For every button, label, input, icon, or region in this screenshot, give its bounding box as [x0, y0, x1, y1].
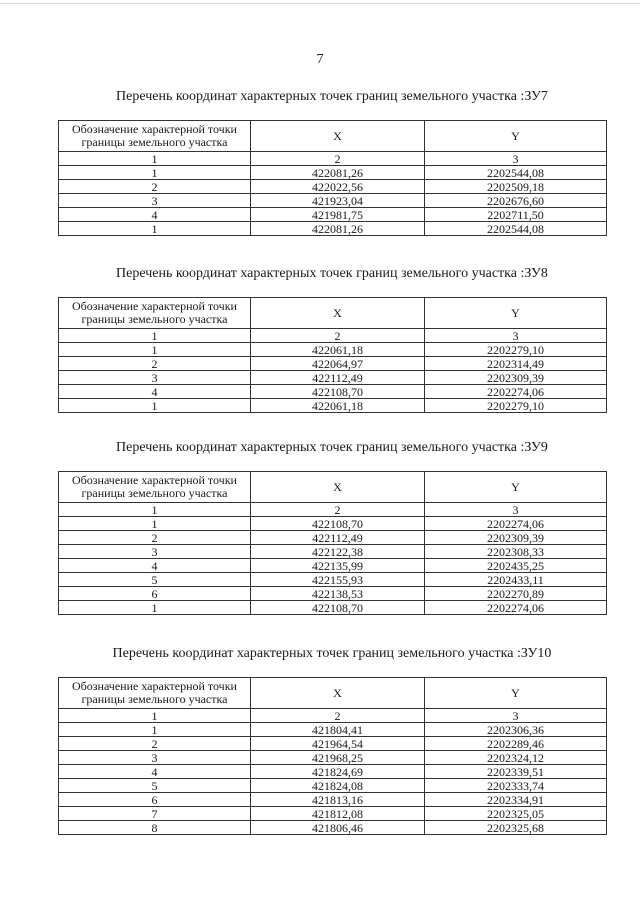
- y-value: 2202274,06: [425, 385, 607, 399]
- table-row: [59, 222, 607, 236]
- table-row: [59, 399, 607, 413]
- column-number: 3: [425, 329, 607, 343]
- table-row: [59, 793, 607, 807]
- column-number: 2: [251, 329, 425, 343]
- header-x: X: [251, 298, 425, 329]
- header-y: Y: [425, 298, 607, 329]
- point-number: 2: [59, 737, 251, 751]
- y-value: 2202339,51: [425, 765, 607, 779]
- column-number-row: [59, 329, 607, 343]
- x-value: 422061,18: [251, 399, 425, 413]
- x-value: 421824,08: [251, 779, 425, 793]
- table-row: [59, 601, 607, 615]
- x-value: 422108,70: [251, 601, 425, 615]
- x-value: 422061,18: [251, 343, 425, 357]
- header-y: Y: [425, 678, 607, 709]
- table-row: [59, 194, 607, 208]
- y-value: 2202289,46: [425, 737, 607, 751]
- section-title: Перечень координат характерных точек границ земельного участка :ЗУ7: [116, 89, 548, 104]
- y-value: 2202433,11: [425, 573, 607, 587]
- point-number: 1: [59, 601, 251, 615]
- point-number: 3: [59, 371, 251, 385]
- x-value: 421804,41: [251, 723, 425, 737]
- x-value: 422112,49: [251, 371, 425, 385]
- y-value: 2202325,68: [425, 821, 607, 835]
- point-number: 5: [59, 779, 251, 793]
- table-row: [59, 573, 607, 587]
- table-row: [59, 779, 607, 793]
- y-value: 2202309,39: [425, 531, 607, 545]
- header-point-designation: Обозначение характерной точки границы земельного участка: [59, 678, 251, 709]
- column-number-row: [59, 503, 607, 517]
- x-value: 422022,56: [251, 180, 425, 194]
- y-value: 2202279,10: [425, 343, 607, 357]
- point-number: 6: [59, 587, 251, 601]
- section-title: Перечень координат характерных точек границ земельного участка :ЗУ9: [116, 440, 548, 455]
- table-header-row: [59, 121, 607, 152]
- point-number: 1: [59, 723, 251, 737]
- table-header-row: [59, 472, 607, 503]
- x-value: 422108,70: [251, 517, 425, 531]
- x-value: 421968,25: [251, 751, 425, 765]
- y-value: 2202544,08: [425, 222, 607, 236]
- section-zu8: [58, 265, 606, 413]
- column-number: 3: [425, 709, 607, 723]
- header-x: X: [251, 472, 425, 503]
- x-value: 421813,16: [251, 793, 425, 807]
- x-value: 422138,53: [251, 587, 425, 601]
- y-value: 2202314,49: [425, 357, 607, 371]
- point-number: 6: [59, 793, 251, 807]
- column-number-row: [59, 152, 607, 166]
- y-value: 2202270,89: [425, 587, 607, 601]
- x-value: 422155,93: [251, 573, 425, 587]
- y-value: 2202279,10: [425, 399, 607, 413]
- table-header-row: [59, 298, 607, 329]
- point-number: 2: [59, 357, 251, 371]
- header-x: X: [251, 121, 425, 152]
- column-number: 3: [425, 152, 607, 166]
- table-row: [59, 821, 607, 835]
- x-value: 422064,97: [251, 357, 425, 371]
- y-value: 2202274,06: [425, 517, 607, 531]
- x-value: 422122,38: [251, 545, 425, 559]
- coordinates-table: [58, 677, 607, 835]
- point-number: 3: [59, 751, 251, 765]
- column-number: 2: [251, 152, 425, 166]
- table-row: [59, 723, 607, 737]
- section-zu7: [58, 88, 606, 236]
- x-value: 421923,04: [251, 194, 425, 208]
- section-zu9: [58, 439, 606, 615]
- x-value: 421806,46: [251, 821, 425, 835]
- coordinates-table: [58, 297, 607, 413]
- x-value: 421981,75: [251, 208, 425, 222]
- column-number: 1: [59, 709, 251, 723]
- table-row: [59, 166, 607, 180]
- header-point-designation: Обозначение характерной точки границы земельного участка: [59, 472, 251, 503]
- column-number: 1: [59, 503, 251, 517]
- point-number: 5: [59, 573, 251, 587]
- point-number: 3: [59, 545, 251, 559]
- y-value: 2202309,39: [425, 371, 607, 385]
- point-number: 1: [59, 517, 251, 531]
- table-row: [59, 180, 607, 194]
- y-value: 2202676,60: [425, 194, 607, 208]
- point-number: 4: [59, 208, 251, 222]
- point-number: 4: [59, 559, 251, 573]
- column-number: 1: [59, 329, 251, 343]
- point-number: 2: [59, 180, 251, 194]
- point-number: 1: [59, 399, 251, 413]
- coordinates-table: [58, 120, 607, 236]
- x-value: 422135,99: [251, 559, 425, 573]
- y-value: 2202325,05: [425, 807, 607, 821]
- section-title: Перечень координат характерных точек границ земельного участка :ЗУ8: [116, 266, 548, 281]
- header-point-designation: Обозначение характерной точки границы земельного участка: [59, 121, 251, 152]
- table-row: [59, 751, 607, 765]
- table-row: [59, 371, 607, 385]
- table-row: [59, 517, 607, 531]
- y-value: 2202435,25: [425, 559, 607, 573]
- table-row: [59, 343, 607, 357]
- y-value: 2202274,06: [425, 601, 607, 615]
- table-row: [59, 807, 607, 821]
- point-number: 8: [59, 821, 251, 835]
- y-value: 2202333,74: [425, 779, 607, 793]
- table-header-row: [59, 678, 607, 709]
- table-row: [59, 208, 607, 222]
- y-value: 2202306,36: [425, 723, 607, 737]
- table-row: [59, 545, 607, 559]
- header-y: Y: [425, 472, 607, 503]
- table-row: [59, 559, 607, 573]
- point-number: 7: [59, 807, 251, 821]
- point-number: 1: [59, 222, 251, 236]
- x-value: 422108,70: [251, 385, 425, 399]
- page-number: 7: [316, 52, 324, 67]
- table-row: [59, 531, 607, 545]
- column-number: 3: [425, 503, 607, 517]
- x-value: 421812,08: [251, 807, 425, 821]
- table-row: [59, 587, 607, 601]
- header-point-designation: Обозначение характерной точки границы земельного участка: [59, 298, 251, 329]
- y-value: 2202334,91: [425, 793, 607, 807]
- x-value: 421964,54: [251, 737, 425, 751]
- section-title: Перечень координат характерных точек границ земельного участка :ЗУ10: [112, 646, 552, 661]
- table-row: [59, 737, 607, 751]
- column-number: 2: [251, 709, 425, 723]
- point-number: 1: [59, 343, 251, 357]
- y-value: 2202308,33: [425, 545, 607, 559]
- header-x: X: [251, 678, 425, 709]
- y-value: 2202711,50: [425, 208, 607, 222]
- point-number: 1: [59, 166, 251, 180]
- point-number: 2: [59, 531, 251, 545]
- table-row: [59, 357, 607, 371]
- header-y: Y: [425, 121, 607, 152]
- y-value: 2202509,18: [425, 180, 607, 194]
- section-zu10: [58, 645, 606, 835]
- point-number: 3: [59, 194, 251, 208]
- point-number: 4: [59, 765, 251, 779]
- x-value: 422081,26: [251, 222, 425, 236]
- y-value: 2202324,12: [425, 751, 607, 765]
- column-number: 1: [59, 152, 251, 166]
- column-number: 2: [251, 503, 425, 517]
- x-value: 422112,49: [251, 531, 425, 545]
- table-row: [59, 385, 607, 399]
- table-row: [59, 765, 607, 779]
- y-value: 2202544,08: [425, 166, 607, 180]
- column-number-row: [59, 709, 607, 723]
- coordinates-table: [58, 471, 607, 615]
- point-number: 4: [59, 385, 251, 399]
- x-value: 421824,69: [251, 765, 425, 779]
- top-edge-line: [0, 3, 640, 4]
- x-value: 422081,26: [251, 166, 425, 180]
